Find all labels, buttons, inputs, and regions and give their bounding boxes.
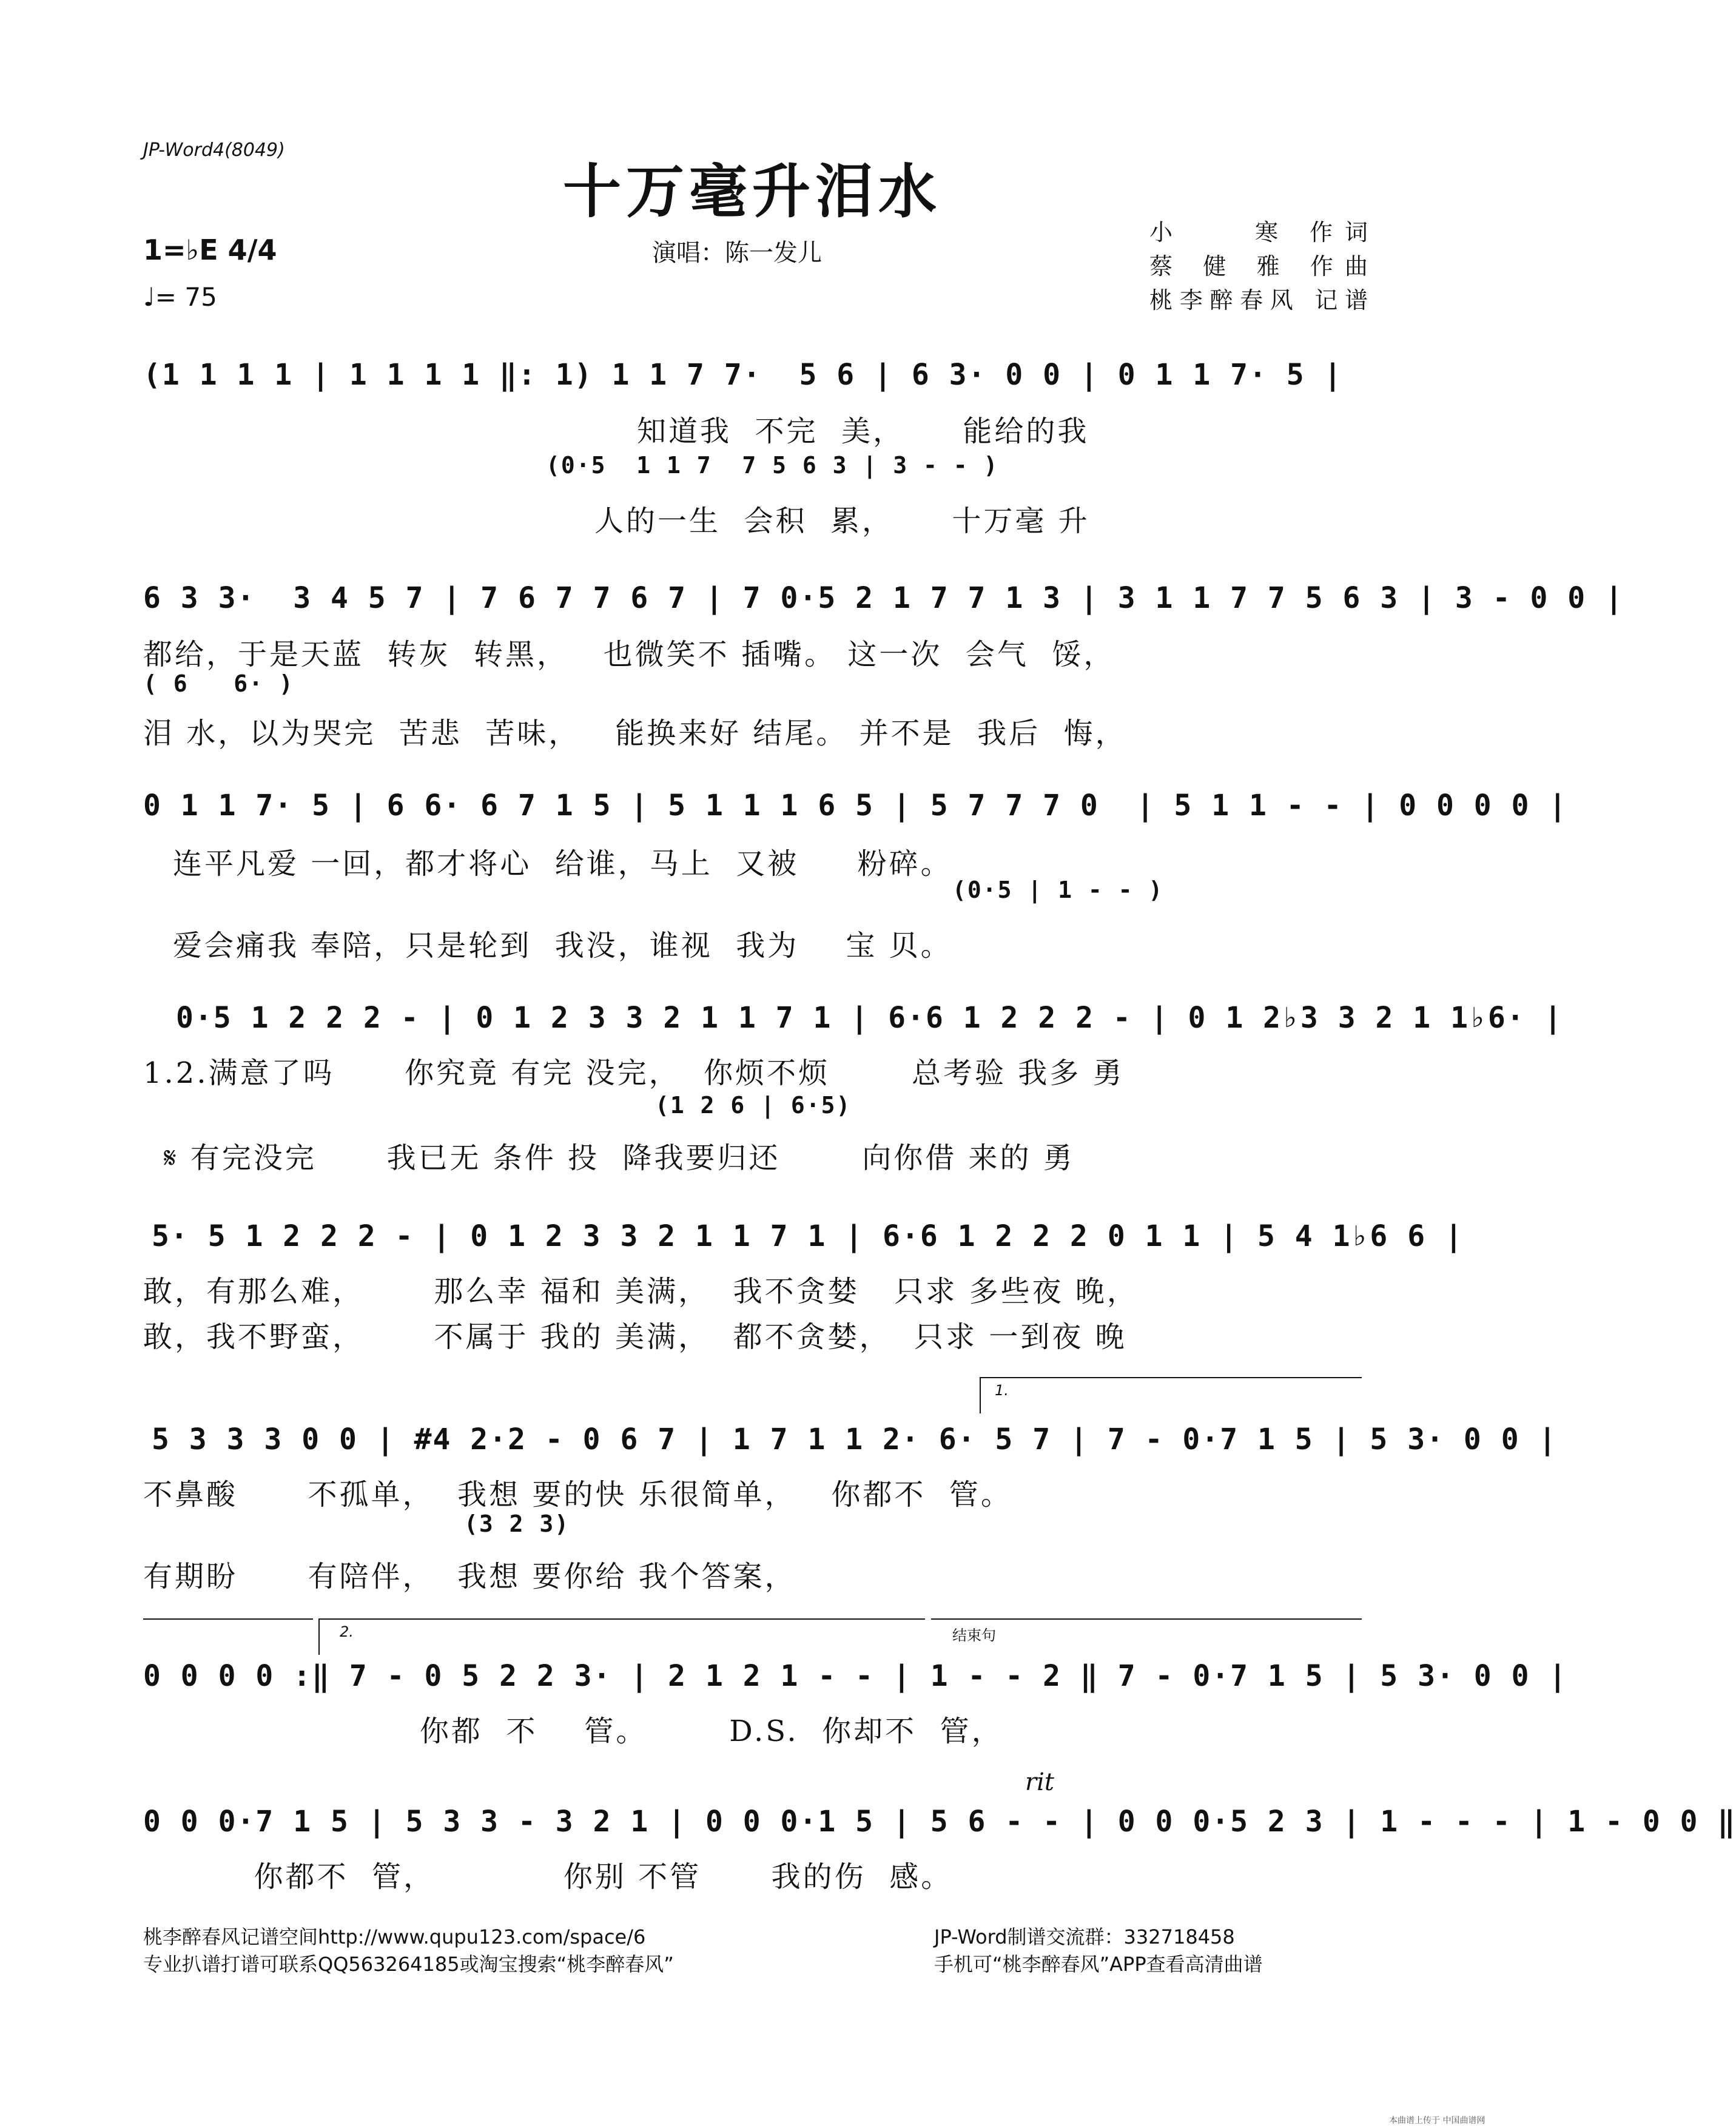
volta-1-label: 1. (995, 1382, 1009, 1399)
score-line-7-notes: 0 0 0 0 :‖ 7 - 0 5 2 2 3· | 2 1 2 1 - - | 1 - - 2 ‖ 7 - 0·7 1 5 | 5 3· 0 0 | (143, 1659, 1568, 1693)
score-line-3-alt-lyrics: 爱会痛我 奉陪，只是轮到 我没，谁视 我为 宝 贝。 (173, 929, 952, 963)
score-line-6-lyrics: 不鼻酸 不孤单， 我想 要的快 乐很简单， 你都不 管。 (143, 1478, 1012, 1512)
repeat-line (143, 1618, 313, 1620)
key-signature: 1=♭E 4/4 (143, 234, 277, 266)
score-line-1-notes: (1 1 1 1 | 1 1 1 1 ‖: 1) 1 1 7 7· 5 6 | 6 3· 0 0 | 0 1 1 7· 5 | (143, 358, 1343, 392)
score-line-5-notes: 5· 5 1 2 2 2 - | 0 1 2 3 3 2 1 1 7 1 | 6·6 1 2 2 2 0 1 1 | 5 4 1♭6 6 | (152, 1219, 1464, 1253)
software-version: JP-Word4(8049) (143, 140, 285, 161)
coda-bracket (931, 1618, 1362, 1620)
footer-contact: 专业扒谱打谱可联系QQ563264185或淘宝搜索“桃李醉春风” (143, 1953, 674, 1976)
lyricist-credit: 小 寒 作词 (1149, 219, 1368, 246)
score-line-2-alt-lyrics: 泪 水，以为哭完 苦悲 苦味， 能换来好 结尾。 并不是 我后 悔， (143, 716, 1127, 750)
score-line-4-notes: 0·5 1 2 2 2 - | 0 1 2 3 3 2 1 1 7 1 | 6·6 1 2 2 2 - | 0 1 2♭3 3 2 1 1♭6· | (176, 1001, 1563, 1035)
score-line-7-lyrics: 你都 不 管。 D.S. 你却不 管， (291, 1714, 1003, 1748)
score-line-5-lyrics-2: 敢，我不野蛮， 不属于 我的 美满， 都不贪婪， 只求 一到夜 晚 (143, 1320, 1127, 1354)
score-line-8-notes: 0 0 0·7 1 5 | 5 3 3 - 3 2 1 | 0 0 0·1 5 | 5 6 - - | 0 0 0·5 2 3 | 1 - - - | 1 - 0 0 ‖ (143, 1805, 1736, 1839)
volta-1-bracket (980, 1377, 1362, 1378)
coda-label: 结束句 (952, 1627, 996, 1644)
volta-2-label: 2. (340, 1623, 354, 1640)
score-line-4-alt-notes: (1 2 6 | 6·5) (655, 1092, 852, 1119)
score-line-6-alt-lyrics: 有期盼 有陪伴， 我想 要你给 我个答案， (143, 1560, 796, 1594)
score-line-6-notes: 5 3 3 3 0 0 | #4 2·2 - 0 6 7 | 1 7 1 1 2· 6· 5 7 | 7 - 0·7 1 5 | 5 3· 0 0 | (152, 1423, 1558, 1456)
volta-2-bracket (318, 1618, 925, 1620)
score-line-8-lyrics: 你都不 管， 你别 不管 我的伤 感。 (230, 1860, 953, 1894)
score-line-2-lyrics: 都给，于是天蓝 转灰 转黑， 也微笑不 插嘴。 这一次 会气 馁， (143, 638, 1115, 672)
composer-credit: 蔡 健 雅 作曲 (1149, 253, 1368, 280)
score-line-3-notes: 0 1 1 7· 5 | 6 6· 6 7 1 5 | 5 1 1 1 6 5 | 5 7 7 7 0 | 5 1 1 - - | 0 0 0 0 | (143, 789, 1568, 823)
score-line-1-alt-lyrics: 人的一生 会积 累， 十万毫 升 (594, 504, 1090, 538)
transcriber-credit: 桃李醉春风 记谱 (1149, 287, 1368, 314)
ritardando-marking: rit (1025, 1768, 1054, 1796)
score-line-4-lyrics: 1.2.满意了吗 你究竟 有完 没完， 你烦不烦 总考验 我多 勇 (143, 1056, 1125, 1090)
credits-block (1149, 215, 1368, 317)
footer-app: 手机可“桃李醉春风”APP查看高清曲谱 (934, 1953, 1263, 1976)
singer-credit: 演唱：陈一发儿 (652, 239, 822, 267)
song-title: 十万毫升泪水 (563, 157, 941, 226)
score-line-5-lyrics-1: 敢，有那么难， 那么幸 福和 美满， 我不贪婪 只求 多些夜 晚， (143, 1274, 1139, 1308)
score-line-6-alt-notes: (3 2 3) (464, 1510, 570, 1537)
volta-2-bracket-edge (318, 1618, 320, 1655)
score-line-1-lyrics: 知道我 不完 美， 能给的我 (637, 414, 1089, 448)
score-line-4-alt-lyrics: 𝄋 有完没完 我已无 条件 投 降我要归还 向你借 来的 勇 (164, 1141, 1075, 1175)
tempo-marking: ♩= 75 (143, 282, 217, 312)
score-line-2-alt-notes: ( 6 6· ) (143, 670, 294, 697)
site-watermark: 本曲谱上传于 中国曲谱网 (1389, 2116, 1485, 2126)
volta-1-bracket-edge (980, 1377, 981, 1413)
score-line-1-alt-notes: (0·5 1 1 7 7 5 6 3 | 3 - - ) (546, 452, 999, 479)
score-line-3-lyrics: 连平凡爱 一回，都才将心 给谁，马上 又被 粉碎。 (173, 847, 952, 881)
footer-link: 桃李醉春风记谱空间http://www.qupu123.com/space/6 (143, 1925, 646, 1948)
score-line-2-notes: 6 3 3· 3 4 5 7 | 7 6 7 7 6 7 | 7 0·5 2 1 7 7 1 3 | 3 1 1 7 7 5 6 3 | 3 - 0 0 | (143, 581, 1624, 615)
score-line-3-alt-notes: (0·5 | 1 - - ) (952, 877, 1164, 903)
footer-group: JP-Word制谱交流群：332718458 (934, 1925, 1235, 1948)
